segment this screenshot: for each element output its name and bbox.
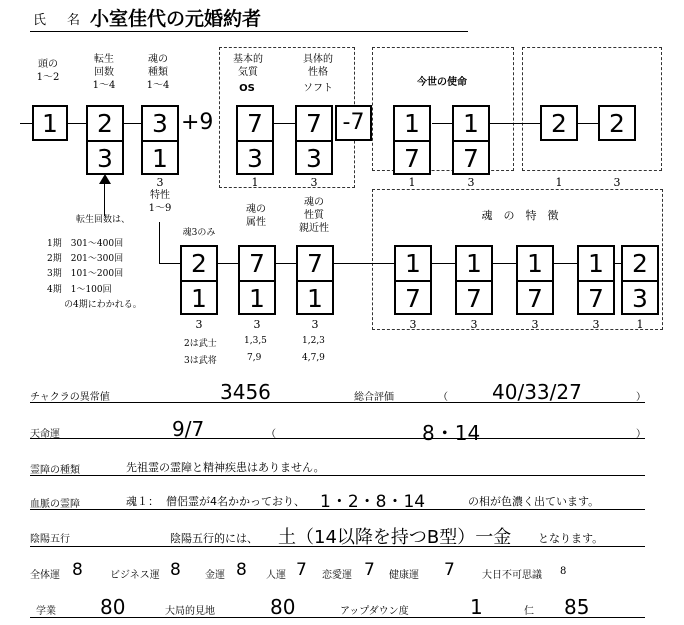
soul-only-label: 魂3のみ bbox=[182, 228, 216, 238]
box-value-top: 1 bbox=[588, 249, 604, 278]
luck-health-value: 7 bbox=[444, 560, 455, 580]
arrow-shaft bbox=[104, 180, 105, 216]
box-value-bottom: 1 bbox=[182, 280, 216, 315]
box-value-top: 7 bbox=[247, 109, 263, 138]
reincarnation-note-row: 1期 301〜400回 bbox=[47, 239, 124, 249]
mission-box-4 bbox=[598, 105, 636, 141]
yinyang-value: 土（14以降を持つB型）一金 bbox=[278, 527, 512, 548]
os-label: OS bbox=[239, 83, 255, 94]
soul3-box bbox=[180, 245, 218, 315]
study-label: 学業 bbox=[36, 606, 56, 617]
box-value-bottom: 7 bbox=[395, 140, 429, 175]
mission-box-1 bbox=[393, 105, 431, 175]
luck-dainichi-value: 8 bbox=[560, 566, 567, 577]
reincarnation-note-row: 4期 1〜100回 bbox=[47, 285, 112, 295]
luck-love-label: 恋愛運 bbox=[322, 570, 352, 581]
trait-label: 特性 1〜9 bbox=[148, 190, 172, 214]
under-number: 3 bbox=[613, 176, 621, 189]
reincarnation-note-title: 転生回数は、 bbox=[76, 215, 131, 225]
under-number: 3 bbox=[531, 318, 539, 331]
nature-label: 魂の 性質 親近性 bbox=[299, 197, 329, 234]
page-title: 小室佳代の元婚約者 bbox=[90, 8, 262, 30]
box-value-top: 1 bbox=[405, 249, 421, 278]
box-value-top: 7 bbox=[306, 109, 322, 138]
soul-type-label: 魂の 種類 1〜4 bbox=[146, 54, 170, 91]
minus7-box bbox=[335, 105, 372, 141]
personality-box bbox=[295, 105, 333, 175]
mission-box-2 bbox=[452, 105, 490, 175]
luck-health-label: 健康運 bbox=[389, 570, 419, 581]
nature-box bbox=[296, 245, 334, 315]
chakra-value: 3456 bbox=[220, 380, 271, 404]
attribute-box bbox=[238, 245, 276, 315]
study-value: 80 bbox=[100, 595, 126, 619]
connector bbox=[275, 263, 297, 264]
destiny-close: ） bbox=[636, 429, 646, 440]
luck-business-value: 8 bbox=[170, 560, 181, 580]
box-value-top: 2 bbox=[191, 249, 207, 278]
under-number: 1 bbox=[408, 176, 416, 189]
box-value-top: 2 bbox=[97, 109, 113, 138]
box-value-bottom: 7 bbox=[396, 280, 430, 315]
updown-value: 1 bbox=[470, 595, 483, 619]
blood-label: 血脈の霊障 bbox=[30, 499, 80, 510]
row-divider bbox=[30, 475, 645, 476]
luck-business-label: ビジネス運 bbox=[110, 570, 160, 581]
under-number: 1 bbox=[251, 176, 259, 189]
box-value-bottom: 1 bbox=[298, 280, 332, 315]
box-value-bottom: 7 bbox=[518, 280, 552, 315]
soul-feature-label: 魂 の 特 徴 bbox=[481, 209, 559, 222]
reincarnation-box bbox=[86, 105, 124, 175]
under-number: 3 bbox=[467, 176, 475, 189]
chakra-label: チャクラの異常値 bbox=[30, 392, 110, 403]
box-value-top: 1 bbox=[527, 249, 543, 278]
box-value-bottom: 1 bbox=[143, 140, 177, 175]
box-value-bottom: 3 bbox=[623, 280, 657, 315]
under-number: 3 bbox=[592, 318, 600, 331]
connector bbox=[67, 123, 87, 124]
luck-money-value: 8 bbox=[236, 560, 247, 580]
box-value-top: 3 bbox=[152, 109, 168, 138]
sub-note: 1,3,5 bbox=[244, 336, 267, 346]
box-value-bottom: 3 bbox=[238, 140, 272, 175]
yinyang-prefix: 陰陽五行的には、 bbox=[170, 532, 258, 545]
feature-box-5 bbox=[621, 245, 659, 315]
under-number: 3 bbox=[253, 318, 261, 331]
box-value-top: 7 bbox=[307, 249, 323, 278]
box-value-bottom: 7 bbox=[579, 280, 613, 315]
row-divider bbox=[30, 438, 645, 439]
arrow-up-icon bbox=[99, 174, 111, 184]
blood-suffix: の相が色濃く出ています。 bbox=[468, 495, 600, 508]
reincarnation-note-row: 3期 101〜200回 bbox=[47, 269, 124, 279]
destiny-value: 9/7 bbox=[172, 417, 205, 441]
destiny-label: 天命運 bbox=[30, 429, 60, 440]
luck-people-label: 人運 bbox=[266, 570, 286, 581]
connector bbox=[159, 263, 181, 264]
blood-mid: 僧侶霊が4名かかっており、 bbox=[166, 495, 305, 508]
box-value: 2 bbox=[609, 108, 625, 138]
box-value-top: 7 bbox=[249, 249, 265, 278]
box-value-bottom: 7 bbox=[454, 140, 488, 175]
yinyang-suffix: となります。 bbox=[538, 532, 604, 545]
connector bbox=[553, 263, 578, 264]
feature-box-1 bbox=[394, 245, 432, 315]
sub-note: 3は武将 bbox=[184, 356, 217, 366]
connector bbox=[273, 123, 295, 124]
reincarnation-note-footer: の4期にわかれる。 bbox=[64, 300, 142, 310]
luck-overall-value: 8 bbox=[72, 560, 83, 580]
box-value-bottom: 3 bbox=[88, 140, 122, 175]
connector bbox=[492, 263, 517, 264]
head-label: 頭の 1〜2 bbox=[36, 59, 60, 83]
plus9-label: +9 bbox=[181, 110, 214, 135]
under-number: 3 bbox=[311, 318, 319, 331]
personality-label: 具体的 性格 bbox=[303, 54, 333, 78]
under-number: 3 bbox=[156, 176, 164, 189]
under-number: 3 bbox=[470, 318, 478, 331]
attribute-label: 魂の 属性 bbox=[246, 204, 266, 228]
soft-label: ソフト bbox=[303, 83, 333, 94]
feature-box-2 bbox=[455, 245, 493, 315]
box-value-bottom: 3 bbox=[297, 140, 331, 175]
under-number: 1 bbox=[636, 318, 644, 331]
sub-note: 1,2,3 bbox=[302, 336, 325, 346]
box-value-top: 2 bbox=[632, 249, 648, 278]
box-value-bottom: 1 bbox=[240, 280, 274, 315]
overall-open: （ bbox=[438, 392, 448, 403]
box-value-top: 1 bbox=[463, 109, 479, 138]
luck-money-label: 金運 bbox=[205, 570, 225, 581]
under-number: 3 bbox=[195, 318, 203, 331]
head-box bbox=[32, 105, 68, 141]
jin-label: 仁 bbox=[524, 606, 534, 617]
connector bbox=[431, 263, 456, 264]
jin-value: 85 bbox=[564, 595, 590, 619]
minus7-label: -7 bbox=[342, 110, 365, 135]
sub-note: 7,9 bbox=[247, 353, 262, 363]
temperament-box bbox=[236, 105, 274, 175]
blood-prefix: 魂１： bbox=[126, 495, 159, 508]
blood-nums: 1・2・8・14 bbox=[320, 492, 426, 512]
feature-box-4 bbox=[577, 245, 615, 315]
reincarnation-label: 転生 回数 1〜4 bbox=[92, 54, 116, 91]
under-number: 3 bbox=[409, 318, 417, 331]
spirit-value: 先祖霊の霊障と精神疾患はありません。 bbox=[126, 461, 325, 474]
connector bbox=[490, 123, 540, 124]
destiny-value2: 8・14 bbox=[422, 421, 481, 445]
box-value-bottom: 7 bbox=[457, 280, 491, 315]
box-value-top: 1 bbox=[466, 249, 482, 278]
temperament-label: 基本的 気質 bbox=[233, 54, 263, 78]
updown-label: アップダウン度 bbox=[340, 606, 409, 617]
mission-box-3 bbox=[540, 105, 578, 141]
soul-type-box bbox=[141, 105, 179, 175]
under-number: 3 bbox=[310, 176, 318, 189]
spirit-label: 霊障の種類 bbox=[30, 465, 80, 476]
sub-note: 2は武士 bbox=[184, 339, 217, 349]
connector bbox=[217, 263, 239, 264]
outlook-value: 80 bbox=[270, 595, 296, 619]
feature-box-3 bbox=[516, 245, 554, 315]
connector bbox=[159, 222, 160, 263]
luck-love-value: 7 bbox=[364, 560, 375, 580]
overall-value: 40/33/27 bbox=[492, 380, 582, 404]
reincarnation-note-row: 2期 201〜300回 bbox=[47, 254, 124, 264]
title-underline bbox=[30, 31, 468, 32]
box-value: 2 bbox=[551, 108, 567, 138]
sub-note: 4,7,9 bbox=[302, 353, 325, 363]
connector bbox=[333, 263, 395, 264]
luck-overall-label: 全体運 bbox=[30, 570, 60, 581]
overall-label: 総合評価 bbox=[354, 392, 394, 403]
name-label: 氏 名 bbox=[33, 13, 85, 28]
connector bbox=[20, 123, 32, 124]
box-value-top: 1 bbox=[404, 109, 420, 138]
box-value: 1 bbox=[42, 108, 58, 138]
connector bbox=[122, 123, 142, 124]
luck-dainichi-label: 大日不可思議 bbox=[482, 570, 542, 581]
connector bbox=[432, 123, 454, 124]
yinyang-label: 陰陽五行 bbox=[30, 534, 70, 545]
connector bbox=[578, 123, 598, 124]
outlook-label: 大局的見地 bbox=[165, 606, 215, 617]
overall-close: ） bbox=[636, 392, 646, 403]
under-number: 1 bbox=[555, 176, 563, 189]
destiny-open: （ bbox=[266, 429, 276, 440]
mission-label: 今世の使命 bbox=[417, 77, 467, 88]
luck-people-value: 7 bbox=[296, 560, 307, 580]
